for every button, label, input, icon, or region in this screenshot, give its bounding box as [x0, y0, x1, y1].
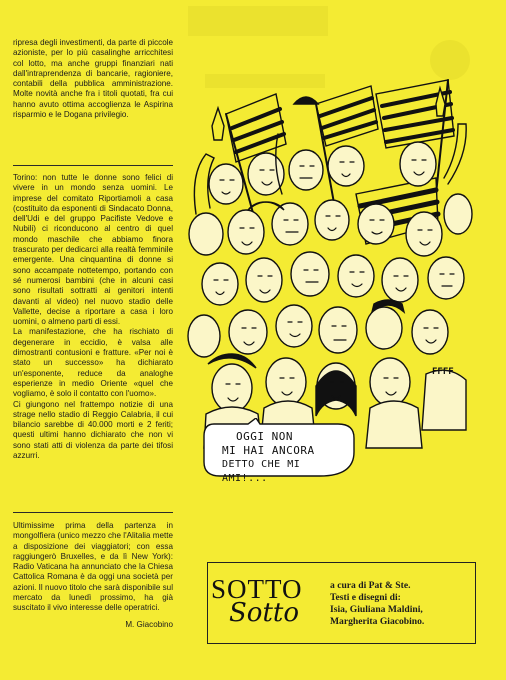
- article-paragraph: La manifestazione, che ha rischiato di degenerare in eccidio, è valsa alle dimostranti contusioni e fratture. «Per noi è stato un successo» ha dichiarato un'esponente, reduce da analoghe esperienze in medio Oriente «quel che vogliamo, è solo il contatto con l'uomo».: [13, 327, 173, 399]
- column-divider: [13, 165, 173, 166]
- bottle: [212, 108, 224, 140]
- speech-line: OGGI NON: [236, 430, 293, 443]
- article-paragraph: Ultimissime prima della partenza in mongolfiera (unico mezzo che l'Alitalia mette a disposizione dei viaggiatori; con essa raggiungerò Bruxelles, e da lì New York): Radio Vaticana ha annunciato che la Chiesa Cattolica Romana è da oggi una società per azioni. Il nuovo titolo che sarà disponibile sul mercato da lunedì prossimo, ha già suscitato il vivo interesse delle operatrici.: [13, 521, 173, 613]
- article-block-1: [13, 38, 173, 120]
- article-block-2: [13, 173, 173, 461]
- hat: [294, 97, 318, 104]
- article-paragraph: ripresa degli investimenti, da parte di piccole azioniste, per lo più casalinghe arricchitesi col lotto, ma anche gruppi finanziari nati dall'intraprendenza di bancarie, ragioniere, contabili della pubblica amministrazione. Molte novità anche fra i titoli quotati, fra cui hanno avuto ottima accoglienza le Aspirina risparmio e le Dogana privilegio.: [13, 38, 173, 120]
- credits-line: Isia, Giuliana Maldini,: [330, 604, 423, 615]
- logo-script: Sotto: [229, 598, 300, 628]
- article-paragraph: Ci giungono nel frattempo notizie di una strage nello stadio di Reggio Calabria, il cui bilancio sarebbe di 40.000 morti e 2 feriti; questi ultimi hanno dichiarato che non vi sono stati atti di violenza da parte dei tifosi azzurri.: [13, 399, 173, 461]
- credits-line: Testi e disegni di:: [330, 592, 401, 603]
- sotto-sotto-logo: [211, 568, 319, 636]
- credits-line: Margherita Giacobino.: [330, 616, 425, 627]
- speech-line: MI HAI ANCORA: [222, 444, 315, 457]
- speech-bubble-text: [222, 430, 352, 486]
- article-block-3: [13, 521, 173, 630]
- speech-line: DETTO CHE MI AMI!...: [222, 459, 301, 484]
- credits-text: [330, 580, 472, 628]
- show-through-shape: [188, 6, 328, 36]
- logo-title: SOTTO: [211, 574, 303, 604]
- article-paragraph: Torino: non tutte le donne sono felici di vivere in un mondo senza uomini. Le imprese del comitato Riportiamoli a casa (costituito da esponenti di Sindacato Donna, dell'Udi e del gruppo Pacifiste Vedove e Nubili) ci riconducono al centro di quel mondo maschile che abbiamo finora trascurato per dedicarci alla realtà femminile emergente. Una cinquantina di donne si sono accampate nottetempo, portando con sé numerosi bambini (che in alcuni casi sono risultati sottratti ai genitori intenti davanti al video) nel nuovo stadio delle Vallette, decise a riportare a casa i loro uomini, o almeno parti di essi.: [13, 173, 173, 327]
- sound-effect-text: FFFF: [432, 367, 454, 377]
- credits-line: a cura di Pat & Ste.: [330, 580, 411, 591]
- author-signature: M. Giacobino: [125, 619, 173, 629]
- column-divider: [13, 512, 173, 513]
